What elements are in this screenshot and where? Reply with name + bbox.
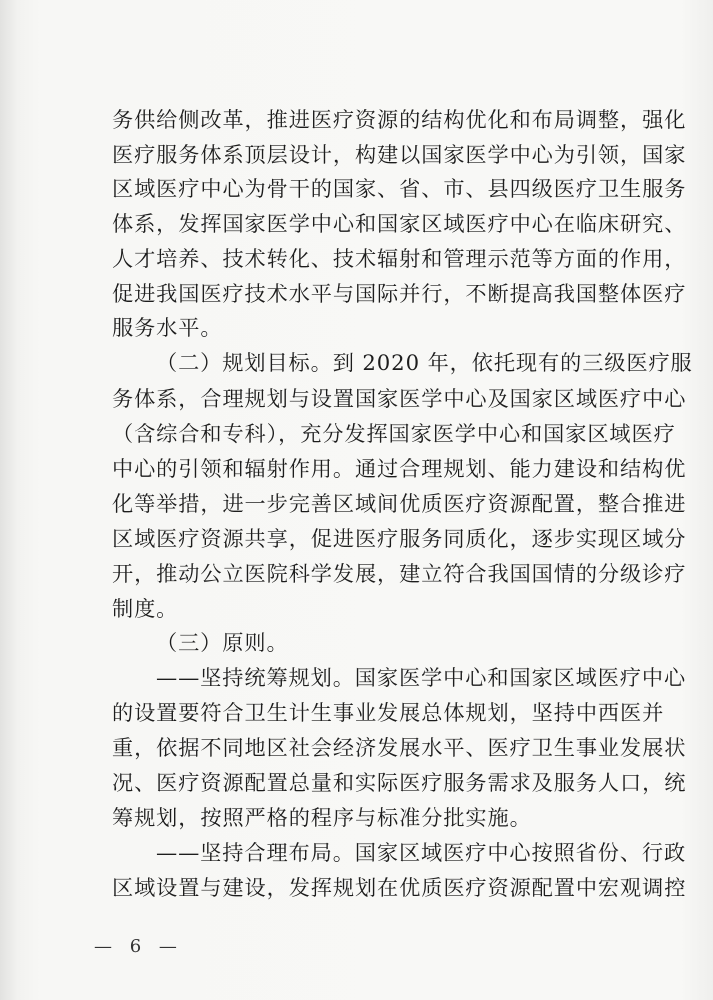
text-line: 务体系，合理规划与设置国家医学中心及国家区域医疗中心 [112,386,687,411]
text-line: 区域医疗中心为骨干的国家、省、市、县四级医疗卫生服务 [112,176,687,201]
text-line: 人才培养、技术转化、技术辐射和管理示范等方面的作用， [112,246,687,271]
text-line: 促进我国医疗技术水平与国际并行，不断提高我国整体医疗 [112,281,687,306]
text-line: 重，依据不同地区社会经济发展水平、医疗卫生事业发展状 [112,735,687,760]
section-heading-goals: （二）规划目标。到 2020 年，依托现有的三级医疗服 [156,350,693,375]
page-edge-shadow [0,0,18,1000]
section-heading-principles: （三）原则。 [156,630,289,655]
principle-heading: ——坚持合理布局。国家区域医疗中心按照省份、行政 [156,840,687,865]
text-line: 服务水平。 [112,315,223,340]
text-line: （含综合和专科），充分发挥国家医学中心和国家区域医疗 [112,421,676,446]
text-line: 况、医疗资源配置总量和实际医疗服务需求及服务人口，统 [112,770,687,795]
text-line: 开，推动公立医院科学发展，建立符合我国国情的分级诊疗 [112,561,687,586]
text-line: 医疗服务体系顶层设计，构建以国家医学中心为引领，国家 [112,142,687,167]
principle-heading: ——坚持统筹规划。国家医学中心和国家区域医疗中心 [156,665,687,690]
text-line: 区域设置与建设，发挥规划在优质医疗资源配置中宏观调控 [112,875,687,900]
text-line: 区域医疗资源共享，促进医疗服务同质化，逐步实现区域分 [112,526,687,551]
text-line: 体系，发挥国家医学中心和国家区域医疗中心在临床研究、 [112,211,687,236]
text-line: 制度。 [112,596,179,621]
text-line: 务供给侧改革，推进医疗资源的结构优化和布局调整，强化 [112,107,687,132]
text-line: 的设置要符合卫生计生事业发展总体规划，坚持中西医并 [112,700,665,725]
text-line: 中心的引领和辐射作用。通过合理规划、能力建设和结构优 [112,456,687,481]
text-line: 化等举措，进一步完善区域间优质医疗资源配置，整合推进 [112,491,687,516]
text-line: 筹规划，按照严格的程序与标准分批实施。 [112,805,532,830]
page-number: — 6 — [94,936,183,957]
